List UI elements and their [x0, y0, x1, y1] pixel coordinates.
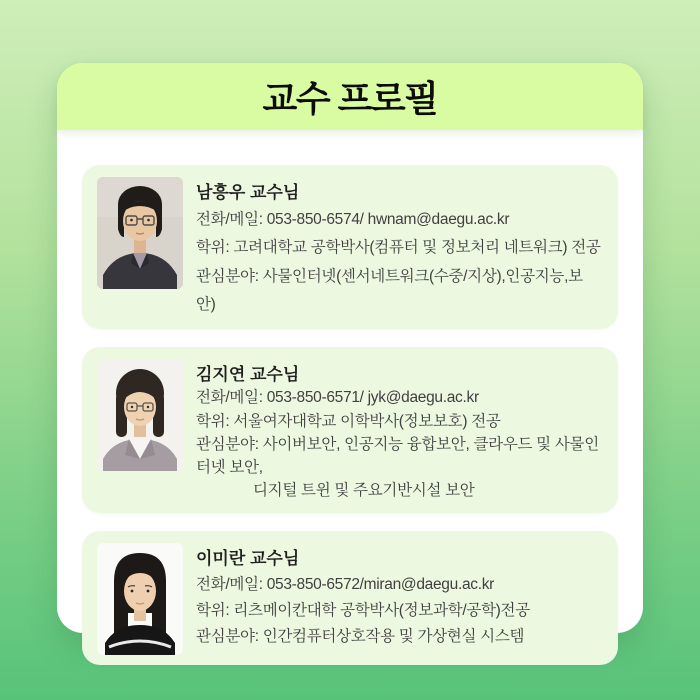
professor-contact: 전화/메일: 053-850-6574/ hwnam@daegu.ac.kr — [196, 211, 510, 228]
professor-degree: 학위: 서울여자대학교 이학박사(정보보호) 전공 — [196, 412, 501, 430]
professor-info — [196, 357, 602, 502]
professor-interests: 관심분야: 사이버보안, 인공지능 융합보안, 클라우드 및 사물인터넷 보안, — [196, 435, 599, 477]
professor-degree: 학위: 리츠메이칸대학 공학박사(정보과학/공학)전공 — [196, 601, 530, 619]
professor-name: 김지연 교수님 — [196, 365, 300, 385]
page-header — [57, 63, 643, 130]
professor-name: 남흥우 교수님 — [196, 183, 300, 202]
professor-contact: 전화/메일: 053-850-6572/miran@daegu.ac.kr — [196, 575, 495, 593]
professor-photo-woman-long-hair — [97, 543, 183, 655]
professor-interests-wrap: 디지털 트윈 및 주요기반시설 보안 — [253, 482, 475, 500]
professor-degree: 학위: 고려대학교 공학박사(컴퓨터 및 정보처리 네트워크) 전공 — [196, 239, 601, 257]
professor-interests: 관심분야: 사물인터넷(센서네트워크(수중/지상),인공지능,보안) — [196, 267, 583, 314]
professor-info — [196, 541, 602, 650]
professor-interests: 관심분야: 인간컴퓨터상호작용 및 가상현실 시스템 — [196, 627, 525, 645]
professor-photo-man-glasses — [97, 177, 183, 289]
professor-info — [196, 175, 602, 319]
professor-name: 이미란 교수님 — [196, 548, 300, 568]
professor-card-nam — [82, 165, 618, 329]
professor-contact: 전화/메일: 053-850-6571/ jyk@daegu.ac.kr — [196, 389, 479, 407]
professor-card-lee — [82, 531, 618, 665]
professor-card-kim — [82, 347, 618, 512]
profile-card-panel — [57, 63, 643, 645]
professor-photo-woman-glasses — [97, 359, 183, 471]
professor-list — [82, 165, 618, 665]
page-title: 교수 프로필 — [262, 78, 438, 119]
